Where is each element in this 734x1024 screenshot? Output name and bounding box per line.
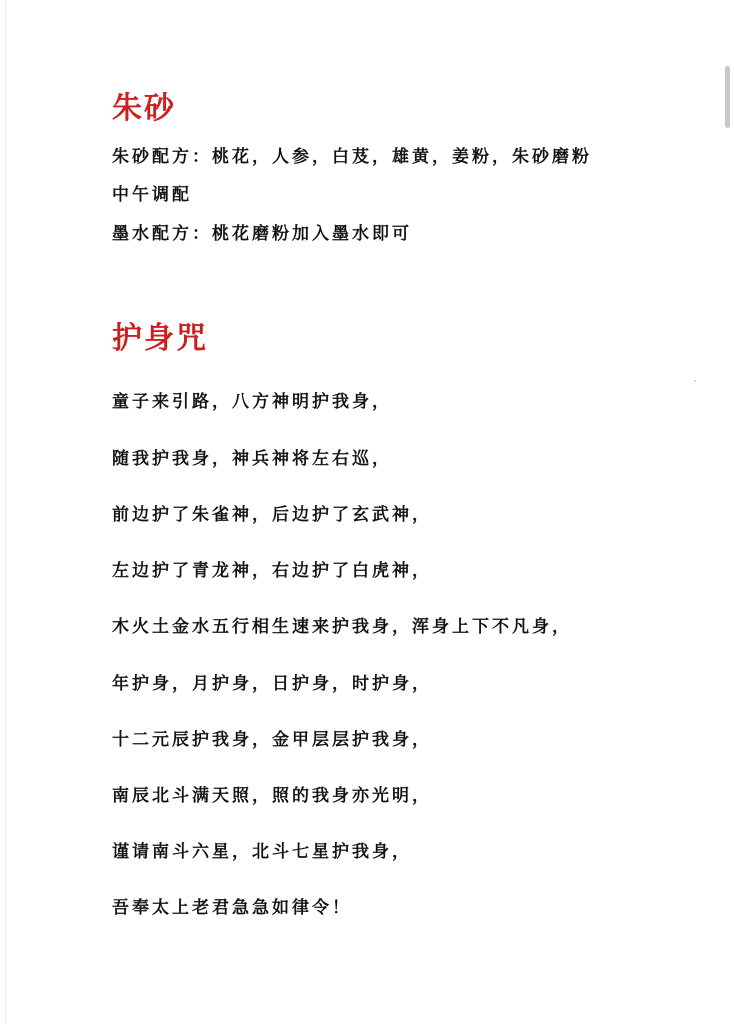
mantra-line: 南辰北斗满天照，照的我身亦光明， <box>112 786 432 806</box>
ink-recipe-line: 墨水配方：桃花磨粉加入墨水即可 <box>112 224 412 244</box>
cinnabar-recipe-line: 朱砂配方：桃花，人参，白芨，雄黄，姜粉，朱砂磨粉 <box>112 147 592 167</box>
mantra-line: 童子来引路，八方神明护我身， <box>112 392 392 412</box>
mantra-line: 年护身，月护身，日护身，时护身， <box>112 674 432 694</box>
mantra-line: 随我护我身，神兵神将左右巡， <box>112 449 392 469</box>
page-edge-divider <box>5 0 6 1024</box>
mantra-line: 木火土金水五行相生速来护我身，浑身上下不凡身， <box>112 617 572 637</box>
scroll-indicator-dot <box>694 380 696 382</box>
mantra-line: 左边护了青龙神，右边护了白虎神， <box>112 561 432 581</box>
mantra-line: 谨请南斗六星，北斗七星护我身， <box>112 842 412 862</box>
mantra-line: 前边护了朱雀神，后边护了玄武神， <box>112 505 432 525</box>
section-heading-protection-mantra: 护身咒 <box>112 321 208 356</box>
cinnabar-timing-line: 中午调配 <box>112 185 192 205</box>
vertical-scrollbar-thumb[interactable] <box>725 66 730 128</box>
mantra-line: 十二元辰护我身，金甲层层护我身， <box>112 730 432 750</box>
section-heading-cinnabar: 朱砂 <box>112 91 176 126</box>
mantra-line: 吾奉太上老君急急如律令！ <box>112 898 352 918</box>
